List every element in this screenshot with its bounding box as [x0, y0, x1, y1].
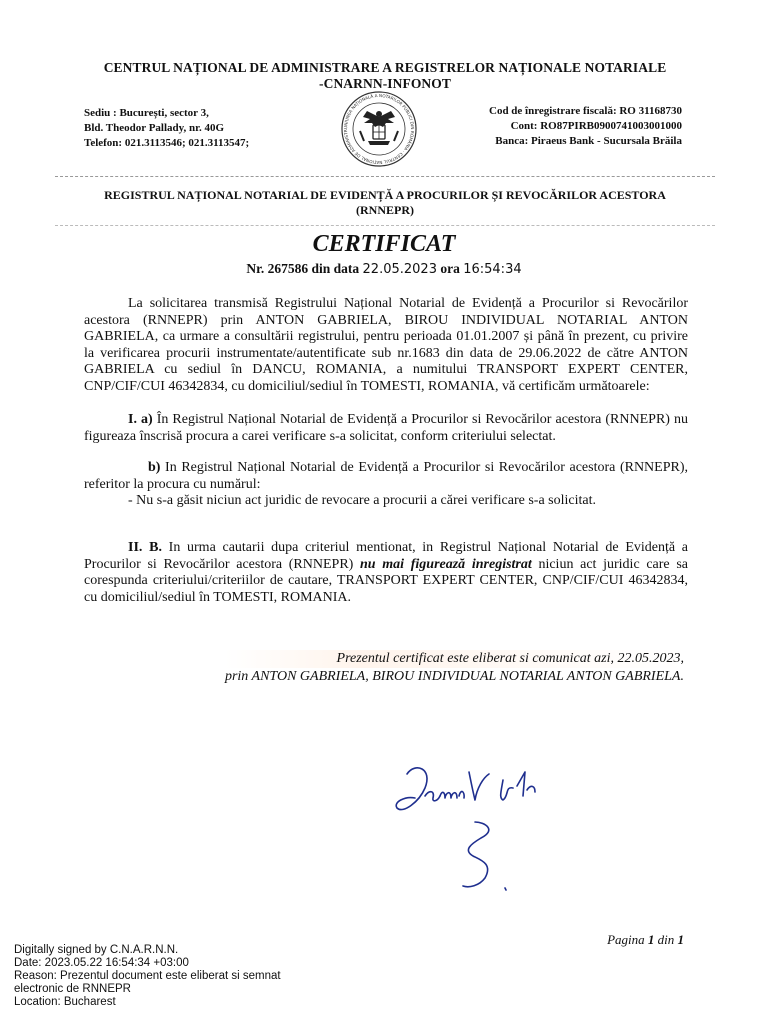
certificate-number-prefix: Nr. 267586 din data: [246, 261, 363, 276]
closing-line: Prezentul certificat este eliberat si comunicat azi, 22.05.2023,: [225, 650, 684, 668]
page-separator: din: [654, 932, 678, 947]
digital-signature-line: Reason: Prezentul document este eliberat si semnat: [14, 970, 281, 982]
certificate-date: 22.05.2023: [362, 262, 437, 277]
section-i-a-text: În Registrul Național Notarial de Evidență a Procurilor si Revocărilor acestora (RNNEPR) nu figureaza înscrisă procura a carei verificare s-a solicitat, conform criteriului selectat.: [84, 412, 688, 444]
certificate-number: [0, 261, 768, 278]
seal-text: UNIUNEA NAȚIONALĂ A NOTARILOR PUBLICI DIN ROMÂNIA · CENTRUL NAȚIONAL DE ADMINISTR: [342, 92, 416, 166]
digital-signature-line: Date: 2023.05.22 16:54:34 +03:00: [14, 957, 189, 969]
section-b: [84, 460, 688, 493]
page-current: 1: [647, 932, 655, 947]
official-seal-icon: [320, 90, 438, 168]
section-ii-b-emphasis: nu mai figurează inregistrat: [360, 556, 532, 572]
title-divider: [55, 225, 715, 226]
section-ii-b-text-end: niciun act juridic care sa corespunda criteriului/criteriilor de cautare, TRANSPORT EXPERT CENTER, CNP/CIF/CUI 46342834, cu domiciliul/sediul în TOMESTI, ROMANIA.: [84, 556, 688, 605]
registry-title: [80, 188, 690, 218]
certificate-title: CERTIFICAT: [312, 231, 456, 257]
intro-paragraph: [84, 296, 688, 395]
page-number: [607, 932, 684, 948]
section-ii-b-label: II. B.: [128, 540, 162, 555]
digital-signature-line: electronic de RNNEPR: [14, 983, 131, 995]
certificate-ora-label: ora: [436, 261, 464, 276]
fiscal-block: [489, 104, 682, 149]
bank-account-line: Cont: RO87PIRB0900741003001000: [510, 120, 682, 132]
section-b-text: In Registrul Național Notarial de Evidență a Procurilor si Revocărilor acestora (RNNEPR), referitor la procura cu numărul:: [84, 460, 688, 492]
address-line: Sediu : București, sector 3,: [84, 107, 209, 119]
address-line: Bld. Theodor Pallady, nr. 40G: [84, 122, 225, 134]
registry-name: REGISTRUL NAȚIONAL NOTARIAL DE EVIDENȚĂ A PROCURILOR ȘI REVOCĂRILOR ACESTORA: [104, 188, 666, 202]
digital-signature-block: [14, 944, 281, 1009]
page-label: Pagina: [607, 932, 648, 947]
organization-title: [60, 60, 710, 92]
fiscal-code-line: Cod de înregistrare fiscală: RO 31168730: [489, 105, 682, 117]
svg-text:UNIUNEA NAȚIONALĂ A NOTARILOR: [320, 90, 415, 165]
closing-line: prin ANTON GABRIELA, BIROU INDIVIDUAL NOTARIAL ANTON GABRIELA.: [224, 669, 684, 684]
eagle-emblem-icon: [360, 111, 398, 145]
section-b-item: - Nu s-a găsit niciun act juridic de revocare a procurii a cărei verificare s-a solicitat.: [128, 493, 596, 508]
intro-text: La solicitarea transmisă Registrului Național Notarial de Evidență a Procurilor si Revocărilor acestora (RNNEPR) prin ANTON GABRIELA, BIROU INDIVIDUAL NOTARIAL ANTON GABRIELA, ca urmare a consultării registrului, pentru perioada 01.01.2007 și până în prezent, cu privire la verificarea procurii instrumentate/autentificate sub nr.1683 din data de 29.06.2022 de către ANTON GABRIELA cu sediul în DANCU, ROMANIA, a numitului TRANSPORT EXPERT CENTER, CNP/CIF/CUI 46342834, cu domiciliul/sediul în TOMESTI, ROMANIA, vă certificăm următoarele:: [84, 296, 688, 394]
page-total: 1: [677, 932, 684, 947]
closing-statement: [225, 650, 684, 686]
organization-name: CENTRUL NAȚIONAL DE ADMINISTRARE A REGISTRELOR NAȚIONALE NOTARIALE: [103, 60, 667, 75]
section-ii-b: [84, 540, 688, 606]
section-b-label: b): [148, 460, 161, 475]
organization-acronym: -CNARNN-INFONOT: [319, 76, 451, 91]
digital-signature-line: Digitally signed by C.N.A.R.N.N.: [14, 944, 179, 956]
certificate-time: 16:54:34: [463, 262, 522, 277]
section-i-a: [84, 412, 688, 445]
bank-name-line: Banca: Piraeus Bank - Sucursala Brăila: [495, 135, 682, 147]
header-divider: [55, 176, 715, 177]
section-i-a-label: I. a): [128, 412, 153, 427]
address-block: [84, 106, 249, 151]
digital-signature-line: Location: Bucharest: [14, 996, 116, 1008]
phone-line: Telefon: 021.3113546; 021.3113547;: [84, 137, 250, 149]
registry-acronym: (RNNEPR): [356, 203, 414, 217]
section-ii-b-text: In urma cautarii dupa criteriul mentionat, in Registrul Național Notarial de Evidență a Procurilor si Revocărilor acestora (RNNEPR): [84, 540, 689, 572]
handwritten-signature: [385, 752, 565, 902]
